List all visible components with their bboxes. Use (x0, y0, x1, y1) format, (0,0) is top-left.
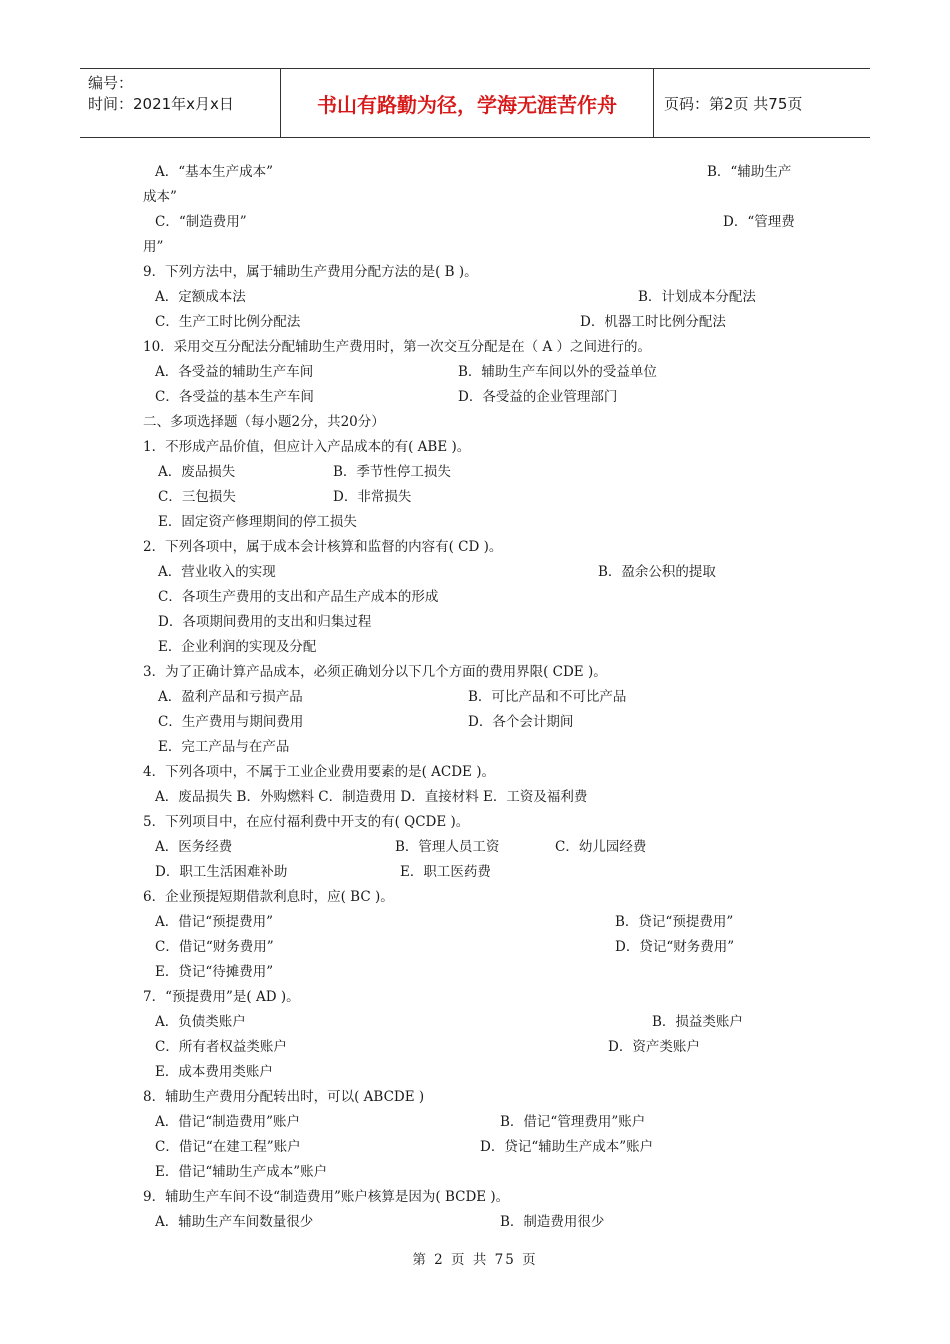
text-line: C．借记“财务费用” (155, 939, 274, 955)
text-line: D．职工生活困难补助 (155, 864, 288, 880)
text-line: C．“制造费用” (155, 214, 247, 230)
text-line: B．制造费用很少 (500, 1214, 605, 1230)
text-line: 3．为了正确计算产品成本，必须正确划分以下几个方面的费用界限( CDE )。 (143, 664, 607, 680)
text-line: C．生产费用与期间费用 (158, 714, 304, 730)
text-line: A．废品损失 B．外购燃料 C．制造费用 D．直接材料 E．工资及福利费 (155, 789, 588, 805)
text-line: A．辅助生产车间数量很少 (155, 1214, 314, 1230)
text-line: B．计划成本分配法 (638, 289, 756, 305)
text-line: C．各受益的基本生产车间 (155, 389, 314, 405)
text-line: E．借记“辅助生产成本”账户 (155, 1164, 328, 1180)
text-line: A．各受益的辅助生产车间 (155, 364, 314, 380)
text-line: A．定额成本法 (155, 289, 246, 305)
text-line: D．资产类账户 (608, 1039, 700, 1055)
text-line: C．生产工时比例分配法 (155, 314, 301, 330)
text-line: 9．辅助生产车间不设“制造费用”账户核算是因为( BCDE )。 (143, 1189, 510, 1205)
text-line: B．盈余公积的提取 (598, 564, 716, 580)
page-footer: 第 2 页 共 75 页 (412, 1252, 538, 1268)
text-line: E．贷记“待摊费用” (155, 964, 274, 980)
text-line: D．机器工时比例分配法 (580, 314, 726, 330)
text-line: E．职工医药费 (400, 864, 491, 880)
text-line: 10．采用交互分配法分配辅助生产费用时，第一次交互分配是在（ A ）之间进行的。 (143, 339, 652, 355)
text-line: E．成本费用类账户 (155, 1064, 273, 1080)
text-line: B．贷记“预提费用” (615, 914, 734, 930)
text-line: B．可比产品和不可比产品 (468, 689, 627, 705)
header-page-info: 页码：第2页 共75页 (664, 94, 803, 113)
text-line: E．固定资产修理期间的停工损失 (158, 514, 357, 530)
page-header (80, 68, 870, 138)
header-motto: 书山有路勤为径，学海无涯苦作舟 (281, 69, 654, 137)
document-number: 编号： (88, 74, 134, 92)
text-line: 2．下列各项中，属于成本会计核算和监督的内容有( CD )。 (143, 539, 503, 555)
text-line: A．借记“预提费用” (155, 914, 274, 930)
text-line: B．损益类账户 (652, 1014, 743, 1030)
text-line: A．盈利产品和亏损产品 (158, 689, 303, 705)
text-line: B．管理人员工资 (395, 839, 500, 855)
text-line: A．营业收入的实现 (158, 564, 276, 580)
text-line: A．废品损失 (158, 464, 236, 480)
document-time: 时间：2021年x月x日 (88, 95, 234, 113)
text-line: C．三包损失 (158, 489, 236, 505)
text-line: 5．下列项目中，在应付福利费中开支的有( QCDE )。 (143, 814, 470, 830)
text-line: B．借记“管理费用”账户 (500, 1114, 646, 1130)
text-line: D．各受益的企业管理部门 (458, 389, 618, 405)
text-line: D．贷记“财务费用” (615, 939, 735, 955)
text-line: D．各项期间费用的支出和归集过程 (158, 614, 372, 630)
text-line: A．医务经费 (155, 839, 233, 855)
text-line: D．非常损失 (333, 489, 412, 505)
text-line: D．“管理费 (723, 214, 795, 230)
text-line: E．完工产品与在产品 (158, 739, 290, 755)
text-line: 7．“预提费用”是( AD )。 (143, 989, 300, 1005)
text-line: B．辅助生产车间以外的受益单位 (458, 364, 657, 380)
text-line: 9．下列方法中，属于辅助生产费用分配方法的是( B )。 (143, 264, 478, 280)
text-line: E．企业利润的实现及分配 (158, 639, 317, 655)
header-meta (80, 69, 281, 137)
text-line: 1．不形成产品价值，但应计入产品成本的有( ABE )。 (143, 439, 471, 455)
text-line: 成本” (143, 189, 177, 205)
text-line: 6．企业预提短期借款利息时，应( BC )。 (143, 889, 394, 905)
text-line: 4．下列各项中，不属于工业企业费用要素的是( ACDE )。 (143, 764, 495, 780)
text-line: D．贷记“辅助生产成本”账户 (480, 1139, 654, 1155)
text-line: C．各项生产费用的支出和产品生产成本的形成 (158, 589, 439, 605)
text-line: A．借记“制造费用”账户 (155, 1114, 301, 1130)
text-line: C．幼儿园经费 (555, 839, 647, 855)
text-line: C．借记“在建工程”账户 (155, 1139, 301, 1155)
text-line: C．所有者权益类账户 (155, 1039, 287, 1055)
text-line: 二、多项选择题（每小题2分，共20分） (143, 414, 385, 430)
text-line: B．季节性停工损失 (333, 464, 451, 480)
text-line: B．“辅助生产 (707, 164, 792, 180)
text-line: A．负债类账户 (155, 1014, 246, 1030)
text-line: D．各个会计期间 (468, 714, 574, 730)
text-line: A．“基本生产成本” (155, 164, 274, 180)
text-line: 8．辅助生产费用分配转出时，可以( ABCDE ) (143, 1089, 425, 1105)
text-line: 用” (143, 239, 164, 255)
